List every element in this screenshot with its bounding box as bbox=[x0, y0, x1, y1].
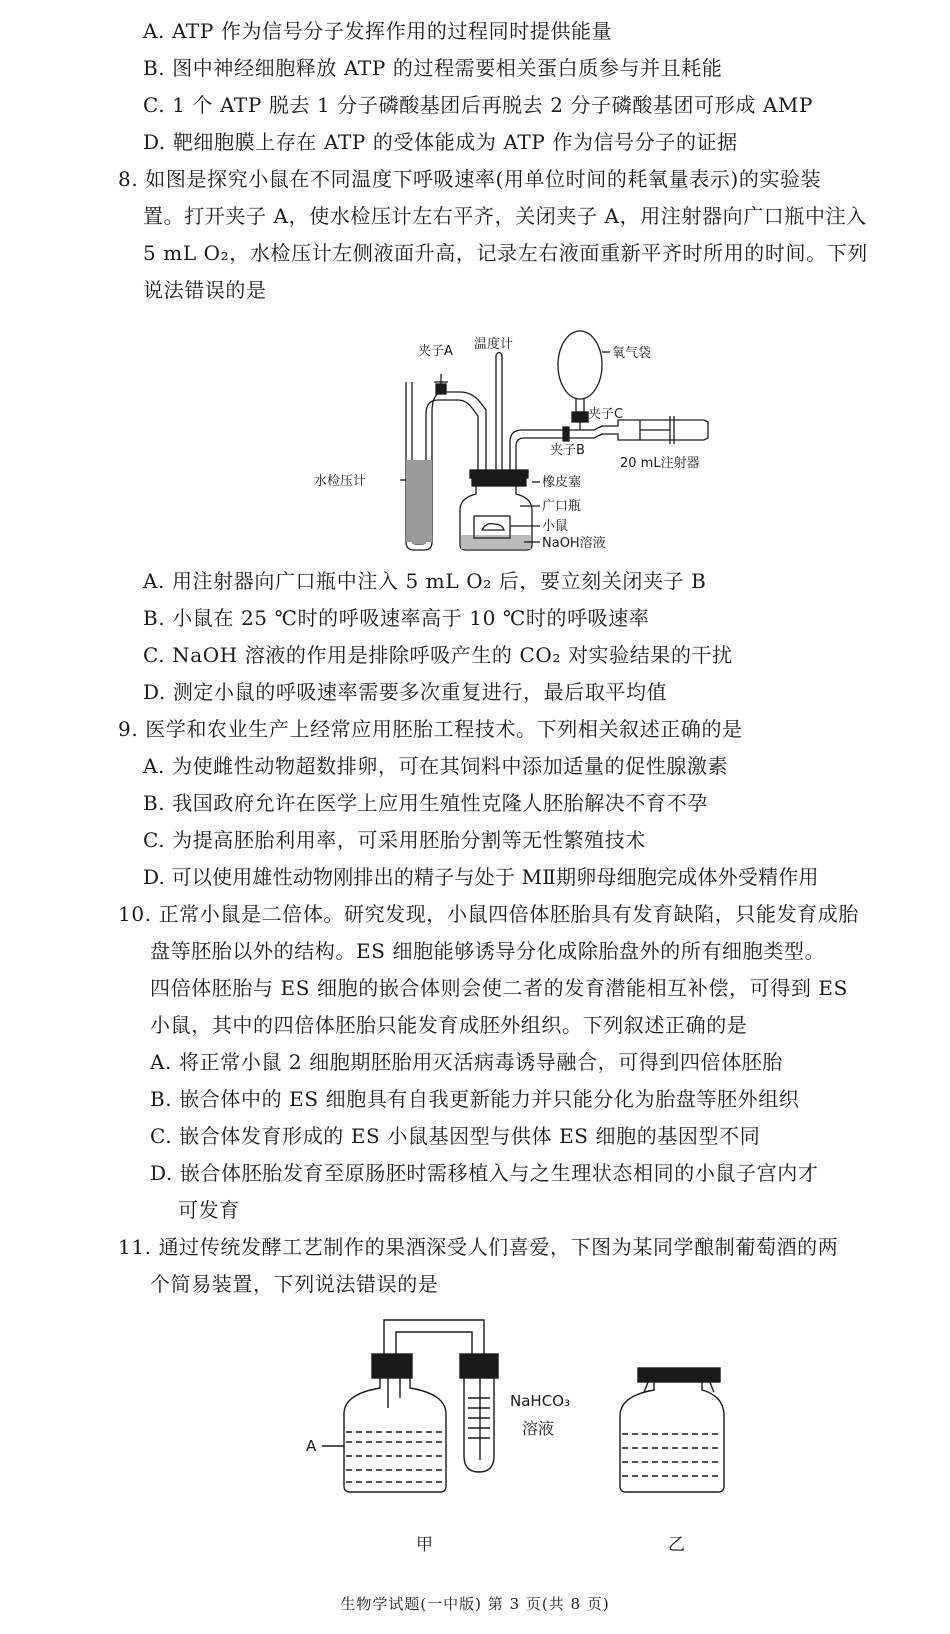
q9-option-a: A. 为使雌性动物超数排卵，可在其饲料中添加适量的促性腺激素 bbox=[143, 754, 729, 778]
q10-stem-line-2: 盘等胚胎以外的结构。ES 细胞能够诱导分化成除胎盘外的所有细胞类型。 bbox=[150, 939, 826, 963]
q10-option-d: D. 嵌合体胚胎发育至原肠胚时需移植入与之生理状态相同的小鼠子宫内才 bbox=[150, 1161, 819, 1185]
q10-stem-line-3: 四倍体胚胎与 ES 细胞的嵌合体则会使二者的发育潜能相互补偿，可得到 ES bbox=[150, 976, 848, 1000]
q8-stem-line-3: 5 mL O₂，水检压计左侧液面升高，记录左右液面重新平齐时所用的时间。下列 bbox=[143, 241, 868, 265]
label-clamp-b: 夹子B bbox=[550, 443, 585, 458]
label-clamp-a: 夹子A bbox=[418, 344, 453, 359]
label-oxygen-bag: 氧气袋 bbox=[612, 346, 652, 361]
q8-apparatus-figure bbox=[310, 330, 730, 555]
q9-stem: 9. 医学和农业生产上经常应用胚胎工程技术。下列相关叙述正确的是 bbox=[118, 717, 743, 741]
q10-option-b: B. 嵌合体中的 ES 细胞具有自我更新能力并只能分化为胎盘等胚外组织 bbox=[150, 1087, 800, 1111]
q10-stem-line-4: 小鼠，其中的四倍体胚胎只能发育成胚外组织。下列叙述正确的是 bbox=[150, 1013, 748, 1037]
label-mouse: 小鼠 bbox=[542, 519, 569, 534]
q8-stem-line-2: 置。打开夹子 A，使水检压计左右平齐，关闭夹子 A，用注射器向广口瓶中注入 bbox=[143, 204, 867, 228]
label-naoh: NaOH溶液 bbox=[542, 536, 606, 551]
label-manometer: 水检压计 bbox=[314, 474, 367, 489]
label-a: A bbox=[306, 1437, 317, 1455]
q7-option-a: A. ATP 作为信号分子发挥作用的过程同时提供能量 bbox=[143, 19, 613, 43]
q8-option-a: A. 用注射器向广口瓶中注入 5 mL O₂ 后，要立刻关闭夹子 B bbox=[143, 569, 707, 593]
q10-stem-line-1: 10. 正常小鼠是二倍体。研究发现，小鼠四倍体胚胎具有发育缺陷，只能发育成胎 bbox=[118, 902, 859, 926]
q11-fermentation-figure bbox=[300, 1310, 740, 1560]
q8-option-b: B. 小鼠在 25 ℃时的呼吸速率高于 10 ℃时的呼吸速率 bbox=[143, 606, 650, 630]
q8-option-c: C. NaOH 溶液的作用是排除呼吸产生的 CO₂ 对实验结果的干扰 bbox=[143, 643, 733, 667]
label-syringe: 20 mL注射器 bbox=[620, 456, 700, 471]
label-nahco3: NaHCO₃ bbox=[510, 1392, 570, 1410]
label-stopper: 橡皮塞 bbox=[542, 475, 582, 490]
q8-stem-line-4: 说法错误的是 bbox=[143, 278, 267, 302]
q10-option-d-cont: 可发育 bbox=[178, 1198, 240, 1222]
q7-option-c: C. 1 个 ATP 脱去 1 分子磷酸基团后再脱去 2 分子磷酸基团可形成 AMP bbox=[143, 93, 814, 117]
label-solution: 溶液 bbox=[522, 1419, 555, 1438]
label-clamp-c: 夹子C bbox=[588, 407, 624, 422]
q8-option-d: D. 测定小鼠的呼吸速率需要多次重复进行，最后取平均值 bbox=[143, 680, 668, 704]
q9-option-c: C. 为提高胚胎利用率，可采用胚胎分割等无性繁殖技术 bbox=[143, 828, 646, 852]
q7-option-b: B. 图中神经细胞释放 ATP 的过程需要相关蛋白质参与并且耗能 bbox=[143, 56, 723, 80]
q11-stem-line-1: 11. 通过传统发酵工艺制作的果酒深受人们喜爱，下图为某同学酿制葡萄酒的两 bbox=[118, 1235, 839, 1259]
q10-option-c: C. 嵌合体发育形成的 ES 小鼠基因型与供体 ES 细胞的基因型不同 bbox=[150, 1124, 761, 1148]
q9-option-b: B. 我国政府允许在医学上应用生殖性克隆人胚胎解决不育不孕 bbox=[143, 791, 708, 815]
q10-option-a: A. 将正常小鼠 2 细胞期胚胎用灭活病毒诱导融合，可得到四倍体胚胎 bbox=[150, 1050, 783, 1074]
label-jar: 广口瓶 bbox=[542, 499, 582, 514]
q11-stem-line-2: 个简易装置，下列说法错误的是 bbox=[150, 1272, 439, 1296]
label-thermometer: 温度计 bbox=[474, 337, 514, 352]
page-footer: 生物学试题(一中版) 第 3 页(共 8 页) bbox=[340, 1595, 610, 1613]
label-yi: 乙 bbox=[668, 1535, 685, 1555]
q8-stem-line-1: 8. 如图是探究小鼠在不同温度下呼吸速率(用单位时间的耗氧量表示)的实验装 bbox=[118, 167, 822, 191]
q9-option-d: D. 可以使用雄性动物刚排出的精子与处于 MⅡ期卵母细胞完成体外受精作用 bbox=[143, 865, 819, 889]
q7-option-d: D. 靶细胞膜上存在 ATP 的受体能成为 ATP 作为信号分子的证据 bbox=[143, 130, 738, 154]
label-jia: 甲 bbox=[416, 1535, 433, 1555]
